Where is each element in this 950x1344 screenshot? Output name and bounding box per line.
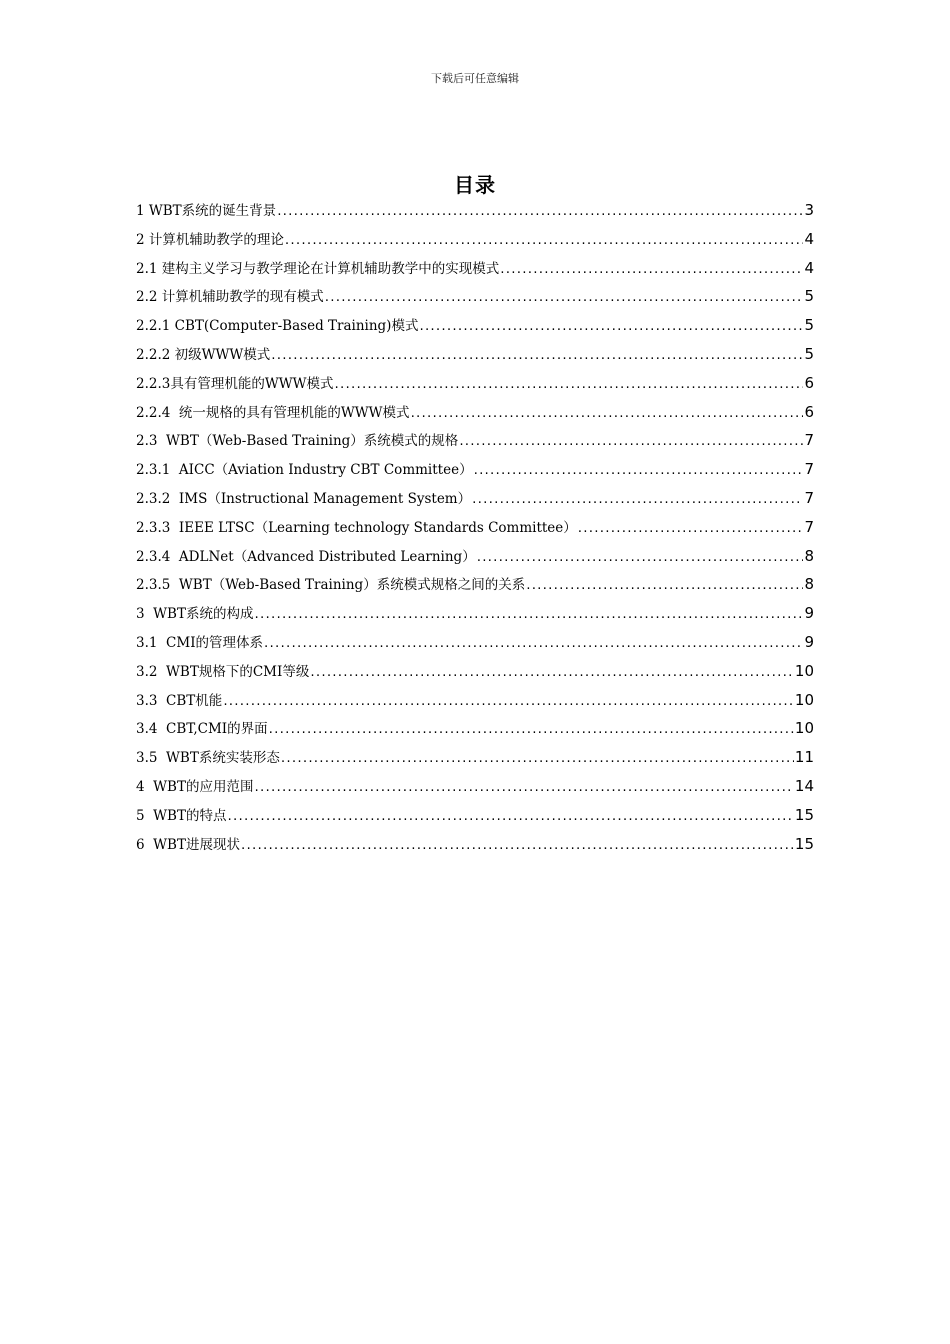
toc-entry-title: 3 WBT系统的构成 bbox=[136, 606, 254, 623]
toc-entry-title: 6 WBT进展现状 bbox=[136, 836, 240, 853]
toc-entry[interactable] bbox=[136, 686, 814, 715]
toc-dot-leader bbox=[325, 283, 804, 312]
toc-entry[interactable] bbox=[136, 830, 814, 859]
toc-page-number: 5 bbox=[804, 316, 814, 335]
toc-entry-title: 2 计算机辅助教学的理论 bbox=[136, 231, 284, 248]
toc-page-number: 9 bbox=[804, 604, 814, 623]
toc-entry[interactable] bbox=[136, 225, 814, 254]
toc-dot-leader bbox=[281, 744, 794, 773]
toc-entry[interactable] bbox=[136, 369, 814, 398]
toc-dot-leader bbox=[500, 255, 803, 284]
toc-page-number: 5 bbox=[804, 344, 814, 363]
toc-page-number: 15 bbox=[794, 834, 814, 853]
toc-entry-title: 2.3.5 WBT（Web-Based Training）系统模式规格之间的关系 bbox=[136, 577, 526, 594]
toc-page-number: 14 bbox=[794, 776, 814, 795]
toc-dot-leader bbox=[285, 226, 804, 255]
toc-dot-leader bbox=[459, 427, 803, 456]
toc-entry[interactable] bbox=[136, 398, 814, 427]
toc-dot-leader bbox=[411, 399, 804, 428]
toc-entry-title: 2.2 计算机辅助教学的现有模式 bbox=[136, 289, 324, 306]
toc-page-number: 8 bbox=[804, 575, 814, 594]
toc-entry-title: 2.3.2 IMS（Instructional Management System） bbox=[136, 490, 472, 507]
toc-dot-leader bbox=[334, 370, 803, 399]
toc-entry-title: 2.1 建构主义学习与教学理论在计算机辅助教学中的实现模式 bbox=[136, 260, 500, 277]
toc-entry[interactable] bbox=[136, 426, 814, 455]
toc-dot-leader bbox=[269, 715, 794, 744]
toc-dot-leader bbox=[277, 197, 803, 226]
toc-page-number: 7 bbox=[804, 517, 814, 536]
toc-entry[interactable] bbox=[136, 570, 814, 599]
toc-entry[interactable] bbox=[136, 657, 814, 686]
toc-entry[interactable] bbox=[136, 743, 814, 772]
toc-entry[interactable] bbox=[136, 254, 814, 283]
toc-page-number: 11 bbox=[794, 748, 814, 767]
toc-entry-title: 4 WBT的应用范围 bbox=[136, 778, 254, 795]
toc-entry[interactable] bbox=[136, 455, 814, 484]
toc-dot-leader bbox=[526, 571, 803, 600]
toc-entry[interactable] bbox=[136, 542, 814, 571]
toc-dot-leader bbox=[241, 831, 794, 860]
toc-page-number: 7 bbox=[804, 488, 814, 507]
toc-entry-title: 2.2.2 初级WWW模式 bbox=[136, 346, 271, 363]
toc-dot-leader bbox=[578, 514, 804, 543]
toc-dot-leader bbox=[227, 802, 793, 831]
toc-entry-title: 2.3.3 IEEE LTSC（Learning technology Standards Committee） bbox=[136, 519, 577, 536]
toc-title: 目录 bbox=[454, 173, 496, 197]
table-of-contents bbox=[136, 196, 814, 858]
toc-entry[interactable] bbox=[136, 484, 814, 513]
toc-entry[interactable] bbox=[136, 801, 814, 830]
toc-page-number: 9 bbox=[804, 632, 814, 651]
toc-dot-leader bbox=[254, 773, 793, 802]
toc-entry[interactable] bbox=[136, 714, 814, 743]
toc-entry-title: 2.3 WBT（Web-Based Training）系统模式的规格 bbox=[136, 433, 459, 450]
toc-dot-leader bbox=[474, 456, 804, 485]
toc-entry-title: 3.2 WBT规格下的CMI等级 bbox=[136, 663, 310, 680]
toc-entry[interactable] bbox=[136, 513, 814, 542]
toc-entry-title: 3.1 CMI的管理体系 bbox=[136, 634, 264, 651]
toc-entry[interactable] bbox=[136, 628, 814, 657]
toc-entry-title: 3.5 WBT系统实装形态 bbox=[136, 750, 280, 767]
toc-page-number: 8 bbox=[804, 546, 814, 565]
toc-entry[interactable] bbox=[136, 311, 814, 340]
toc-entry-title: 2.2.1 CBT(Computer-Based Training)模式 bbox=[136, 318, 419, 335]
toc-entry-title: 2.2.4 统一规格的具有管理机能的WWW模式 bbox=[136, 404, 410, 421]
toc-page-number: 6 bbox=[804, 373, 814, 392]
toc-entry[interactable] bbox=[136, 340, 814, 369]
toc-page-number: 7 bbox=[804, 431, 814, 450]
toc-entry[interactable] bbox=[136, 599, 814, 628]
toc-page-number: 4 bbox=[804, 229, 814, 248]
toc-entry[interactable] bbox=[136, 772, 814, 801]
toc-dot-leader bbox=[254, 600, 803, 629]
page-header: 下载后可任意编辑 bbox=[431, 72, 519, 85]
toc-dot-leader bbox=[419, 312, 803, 341]
toc-dot-leader bbox=[264, 629, 803, 658]
toc-entry-title: 2.2.3具有管理机能的WWW模式 bbox=[136, 375, 334, 392]
toc-entry-title: 5 WBT的特点 bbox=[136, 807, 227, 824]
toc-dot-leader bbox=[310, 658, 794, 687]
toc-entry-title: 3.4 CBT,CMI的界面 bbox=[136, 721, 268, 738]
toc-entry-title: 1 WBT系统的诞生背景 bbox=[136, 203, 277, 219]
toc-dot-leader bbox=[472, 485, 803, 514]
toc-entry-title: 2.3.1 AICC（Aviation Industry CBT Committee） bbox=[136, 462, 473, 479]
toc-page-number: 10 bbox=[794, 690, 814, 709]
toc-entry-title: 3.3 CBT机能 bbox=[136, 692, 223, 709]
toc-entry-title: 2.3.4 ADLNet（Advanced Distributed Learning） bbox=[136, 548, 476, 565]
toc-page-number: 3 bbox=[804, 201, 814, 219]
toc-dot-leader bbox=[271, 341, 803, 370]
toc-dot-leader bbox=[223, 687, 794, 716]
toc-page-number: 7 bbox=[804, 460, 814, 479]
toc-page-number: 4 bbox=[804, 258, 814, 277]
toc-page-number: 10 bbox=[794, 661, 814, 680]
toc-page-number: 5 bbox=[804, 287, 814, 306]
toc-page-number: 15 bbox=[794, 805, 814, 824]
toc-entry[interactable] bbox=[136, 196, 814, 225]
toc-dot-leader bbox=[477, 543, 804, 572]
toc-entry[interactable] bbox=[136, 282, 814, 311]
toc-page-number: 6 bbox=[804, 402, 814, 421]
toc-page-number: 10 bbox=[794, 719, 814, 738]
